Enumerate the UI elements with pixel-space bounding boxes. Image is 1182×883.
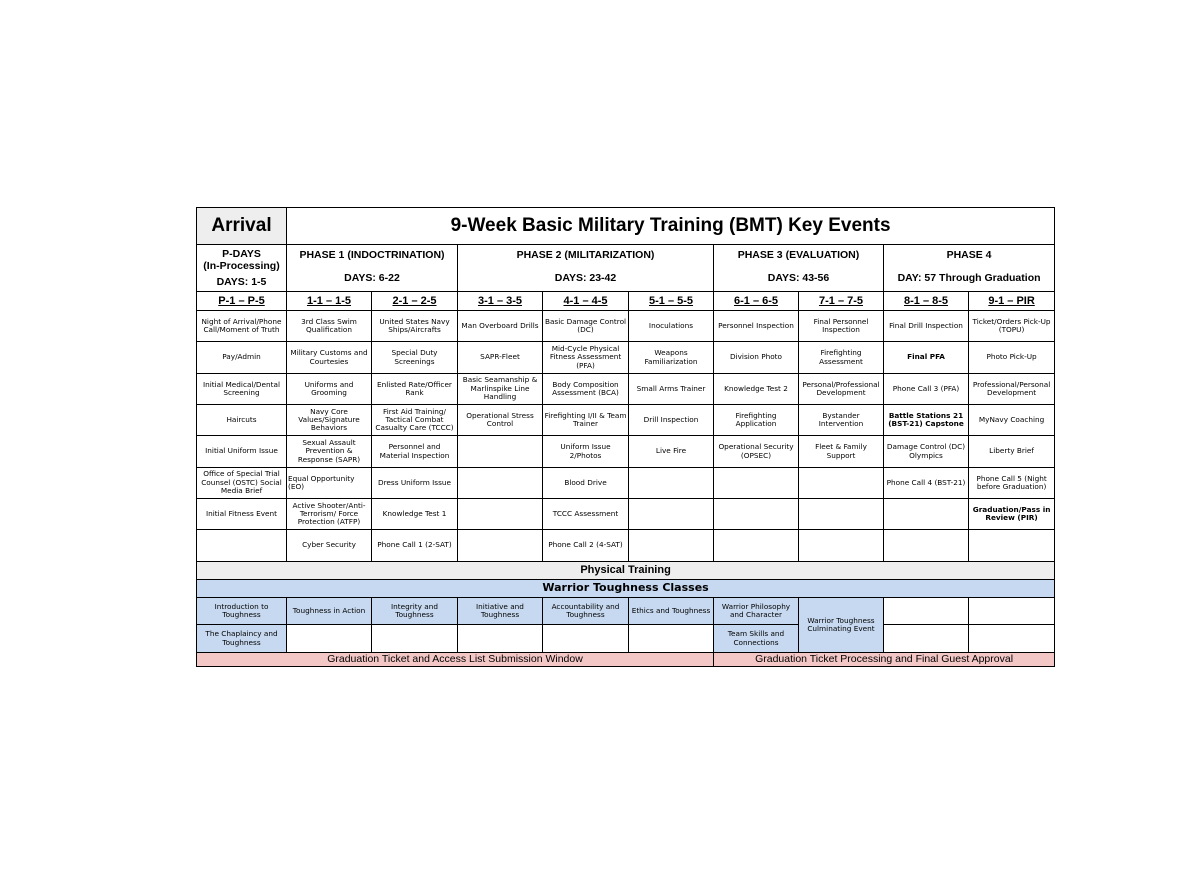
event-cell: Cyber Security	[287, 530, 372, 561]
empty-cell	[629, 625, 714, 652]
warrior-culminating-event: Warrior Toughness Culminating Event	[799, 598, 884, 653]
event-cell: TCCC Assessment	[543, 499, 629, 530]
event-cell: Battle Stations 21 (BST-21) Capstone	[884, 405, 969, 436]
phase-1-days: DAYS: 6-22	[344, 272, 400, 285]
event-cell: Bystander Intervention	[799, 405, 884, 436]
week-header: 1-1 – 1-5	[287, 291, 372, 310]
event-cell: Initial Medical/Dental Screening	[197, 373, 287, 404]
event-cell: Ticket/Orders Pick-Up (TOPU)	[969, 311, 1055, 342]
pdays-phase	[197, 245, 287, 292]
event-cell: Final PFA	[884, 342, 969, 373]
event-cell: Operational Security (OPSEC)	[714, 436, 799, 467]
event-row	[197, 436, 1055, 467]
week-header: 5-1 – 5-5	[629, 291, 714, 310]
empty-cell	[884, 625, 969, 652]
event-cell: Graduation/Pass in Review (PIR)	[969, 499, 1055, 530]
event-cell: Uniform Issue 2/Photos	[543, 436, 629, 467]
empty-cell	[969, 625, 1055, 652]
event-row	[197, 467, 1055, 498]
event-row	[197, 499, 1055, 530]
physical-training-banner: Physical Training	[197, 561, 1055, 579]
event-cell: Haircuts	[197, 405, 287, 436]
event-cell: Firefighting I/II & Team Trainer	[543, 405, 629, 436]
event-cell	[969, 530, 1055, 561]
phase-4	[884, 245, 1055, 292]
event-cell: Live Fire	[629, 436, 714, 467]
event-row	[197, 530, 1055, 561]
event-cell	[799, 499, 884, 530]
event-cell	[714, 467, 799, 498]
event-cell: Fleet & Family Support	[799, 436, 884, 467]
empty-cell	[543, 625, 629, 652]
phase-4-label: PHASE 4	[946, 249, 992, 262]
arrival-heading: Arrival	[197, 208, 287, 245]
event-cell: Knowledge Test 2	[714, 373, 799, 404]
event-cell	[458, 467, 543, 498]
phase-4-days: DAY: 57 Through Graduation	[897, 272, 1041, 285]
event-cell: Initial Fitness Event	[197, 499, 287, 530]
week-header: 4-1 – 4-5	[543, 291, 629, 310]
empty-cell	[287, 625, 372, 652]
empty-cell	[458, 625, 543, 652]
event-cell: Initial Uniform Issue	[197, 436, 287, 467]
event-cell: United States Navy Ships/Aircrafts	[372, 311, 458, 342]
event-cell: Phone Call 5 (Night before Graduation)	[969, 467, 1055, 498]
page-title: 9-Week Basic Military Training (BMT) Key Events	[287, 208, 1055, 245]
event-cell	[884, 499, 969, 530]
event-cell	[884, 530, 969, 561]
week-header: 7-1 – 7-5	[799, 291, 884, 310]
empty-cell	[884, 598, 969, 625]
phase-3	[714, 245, 884, 292]
bmt-key-events-table	[196, 207, 1055, 667]
empty-cell	[372, 625, 458, 652]
event-cell: First Aid Training/ Tactical Combat Casualty Care (TCCC)	[372, 405, 458, 436]
event-cell: Basic Seamanship & Marlinspike Line Handling	[458, 373, 543, 404]
event-row	[197, 373, 1055, 404]
event-cell: Equal Opportunity (EO)	[287, 467, 372, 498]
warrior-class-cell: Introduction to Toughness	[197, 598, 287, 625]
event-row	[197, 405, 1055, 436]
event-cell	[197, 530, 287, 561]
event-cell: Final Drill Inspection	[884, 311, 969, 342]
week-header: 9-1 – PIR	[969, 291, 1055, 310]
event-cell: Drill Inspection	[629, 405, 714, 436]
warrior-class-cell: Accountability and Toughness	[543, 598, 629, 625]
event-cell: Phone Call 4 (BST-21)	[884, 467, 969, 498]
empty-cell	[969, 598, 1055, 625]
event-row	[197, 342, 1055, 373]
week-header: 8-1 – 8-5	[884, 291, 969, 310]
event-cell: Phone Call 2 (4-SAT)	[543, 530, 629, 561]
phase-1-label: PHASE 1 (INDOCTRINATION)	[299, 249, 445, 262]
pdays-days: DAYS: 1-5	[216, 276, 267, 289]
warrior-class-cell: Ethics and Toughness	[629, 598, 714, 625]
pdays-label: P-DAYS	[222, 248, 261, 261]
event-cell: Mid-Cycle Physical Fitness Assessment (PFA)	[543, 342, 629, 373]
event-cell: Sexual Assault Prevention & Response (SAPR)	[287, 436, 372, 467]
event-cell: Military Customs and Courtesies	[287, 342, 372, 373]
event-cell: Basic Damage Control (DC)	[543, 311, 629, 342]
warrior-class-cell: Integrity and Toughness	[372, 598, 458, 625]
event-cell: Phone Call 3 (PFA)	[884, 373, 969, 404]
phase-1	[287, 245, 458, 292]
phase-3-label: PHASE 3 (EVALUATION)	[737, 249, 860, 262]
event-cell: Photo Pick-Up	[969, 342, 1055, 373]
event-cell: Inoculations	[629, 311, 714, 342]
event-cell	[714, 530, 799, 561]
event-cell: Professional/Personal Development	[969, 373, 1055, 404]
event-cell: Office of Special Trial Counsel (OSTC) Social Media Brief	[197, 467, 287, 498]
event-cell: Active Shooter/Anti-Terrorism/ Force Protection (ATFP)	[287, 499, 372, 530]
event-row	[197, 311, 1055, 342]
phase-2	[458, 245, 714, 292]
week-header: P-1 – P-5	[197, 291, 287, 310]
event-cell: Weapons Familiarization	[629, 342, 714, 373]
event-cell: Liberty Brief	[969, 436, 1055, 467]
event-cell	[629, 530, 714, 561]
event-cell	[629, 467, 714, 498]
week-header: 2-1 – 2-5	[372, 291, 458, 310]
event-cell: Body Composition Assessment (BCA)	[543, 373, 629, 404]
event-cell: Pay/Admin	[197, 342, 287, 373]
graduation-submission-window: Graduation Ticket and Access List Submission Window	[197, 652, 714, 666]
event-cell: Knowledge Test 1	[372, 499, 458, 530]
warrior-class-cell: The Chaplaincy and Toughness	[197, 625, 287, 652]
event-cell: Division Photo	[714, 342, 799, 373]
event-cell: Firefighting Application	[714, 405, 799, 436]
event-cell	[629, 499, 714, 530]
event-cell: Dress Uniform Issue	[372, 467, 458, 498]
event-cell: Man Overboard Drills	[458, 311, 543, 342]
phase-3-days: DAYS: 43-56	[767, 272, 830, 285]
event-cell: Small Arms Trainer	[629, 373, 714, 404]
warrior-toughness-heading: Warrior Toughness Classes	[197, 579, 1055, 597]
event-cell: 3rd Class Swim Qualification	[287, 311, 372, 342]
event-cell: Firefighting Assessment	[799, 342, 884, 373]
warrior-class-cell: Initiative and Toughness	[458, 598, 543, 625]
pdays-sublabel: (In-Processing)	[203, 260, 280, 273]
event-cell: Uniforms and Grooming	[287, 373, 372, 404]
event-cell: Damage Control (DC) Olympics	[884, 436, 969, 467]
event-cell	[799, 467, 884, 498]
week-header: 6-1 – 6-5	[714, 291, 799, 310]
event-cell: MyNavy Coaching	[969, 405, 1055, 436]
event-cell	[714, 499, 799, 530]
event-cell: Enlisted Rate/Officer Rank	[372, 373, 458, 404]
event-cell: Night of Arrival/Phone Call/Moment of Truth	[197, 311, 287, 342]
event-cell	[458, 530, 543, 561]
phase-2-days: DAYS: 23-42	[554, 272, 617, 285]
warrior-class-cell: Warrior Philosophy and Character	[714, 598, 799, 625]
graduation-processing-window: Graduation Ticket Processing and Final Guest Approval	[714, 652, 1055, 666]
event-cell: Phone Call 1 (2-SAT)	[372, 530, 458, 561]
event-cell: Blood Drive	[543, 467, 629, 498]
event-cell: Personnel Inspection	[714, 311, 799, 342]
event-cell: Personnel and Material Inspection	[372, 436, 458, 467]
event-cell	[799, 530, 884, 561]
event-cell: Final Personnel Inspection	[799, 311, 884, 342]
event-cell: Operational Stress Control	[458, 405, 543, 436]
event-cell	[458, 499, 543, 530]
warrior-class-cell: Team Skills and Connections	[714, 625, 799, 652]
event-cell: SAPR-Fleet	[458, 342, 543, 373]
week-header: 3-1 – 3-5	[458, 291, 543, 310]
phase-2-label: PHASE 2 (MILITARIZATION)	[516, 249, 655, 262]
event-cell: Personal/Professional Development	[799, 373, 884, 404]
event-cell: Navy Core Values/Signature Behaviors	[287, 405, 372, 436]
warrior-class-cell: Toughness in Action	[287, 598, 372, 625]
event-cell	[458, 436, 543, 467]
event-cell: Special Duty Screenings	[372, 342, 458, 373]
